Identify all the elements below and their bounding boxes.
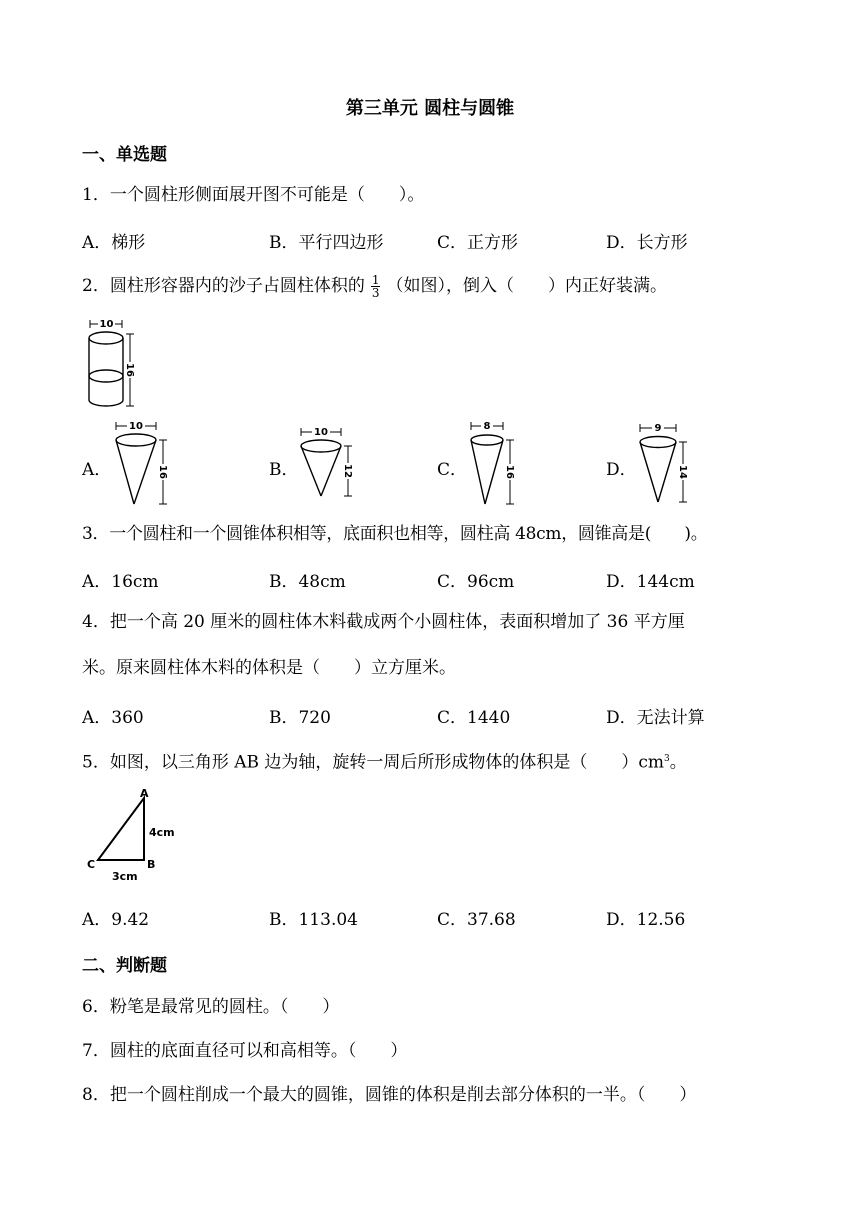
right-triangle <box>98 798 144 860</box>
cone-right-edge <box>321 446 341 496</box>
question-7: 7．圆柱的底面直径可以和高相等。（ ） <box>82 1041 408 1061</box>
q5-option-b[interactable]: B．113.04 <box>269 910 358 930</box>
question-4-stem-line-2: 米。原来圆柱体木料的体积是（ ）立方厘米。 <box>82 658 456 678</box>
fraction-numerator: 1 <box>371 273 380 287</box>
cone-left-edge <box>301 446 321 496</box>
cone-left-edge <box>640 442 658 502</box>
cone-option-b[interactable] <box>293 424 363 504</box>
q1-option-d[interactable]: D．长方形 <box>606 233 688 253</box>
q3-option-a[interactable]: A．16cm <box>82 572 159 592</box>
vertex-b-label: B <box>147 858 156 871</box>
question-5-stem-part-a: 5．如图，以三角形 AB 边为轴，旋转一周后所形成物体的体积是（ ）cm <box>82 752 665 773</box>
q5-option-a[interactable]: A．9.42 <box>82 910 150 930</box>
q4-option-a[interactable]: A．360 <box>82 708 144 728</box>
triangle-figure <box>84 784 194 888</box>
q4-option-b[interactable]: B．720 <box>269 708 331 728</box>
q2-option-d-letter[interactable]: D． <box>606 460 637 480</box>
cone-diameter-label: 9 <box>654 423 662 434</box>
q2-option-a-letter[interactable]: A． <box>82 460 112 480</box>
cone-right-edge <box>485 440 503 504</box>
q2-option-c-letter[interactable]: C． <box>437 460 468 480</box>
cone-diameter-label: 10 <box>129 421 143 432</box>
cone-height-label: 14 <box>677 465 688 479</box>
cone-base-ellipse <box>471 435 503 445</box>
q1-option-c[interactable]: C．正方形 <box>437 233 519 253</box>
question-5-stem <box>82 748 687 774</box>
cone-diameter-label: 8 <box>483 421 491 432</box>
sand-level-ellipse <box>89 370 123 382</box>
vertex-a-label: A <box>140 787 149 800</box>
q4-option-c[interactable]: C．1440 <box>437 708 511 728</box>
cone-height-label: 16 <box>504 465 515 479</box>
question-2-stem <box>82 274 667 299</box>
section-heading-single-choice: 一、单选题 <box>82 145 167 165</box>
side-cb-length-label: 3cm <box>112 870 138 883</box>
cone-left-edge <box>116 440 134 504</box>
q3-option-c[interactable]: C．96cm <box>437 572 515 592</box>
q3-option-d[interactable]: D．144cm <box>606 572 695 592</box>
cone-option-d[interactable] <box>632 420 702 510</box>
question-8: 8．把一个圆柱削成一个最大的圆锥，圆锥的体积是削去部分体积的一半。（ ） <box>82 1085 697 1105</box>
cone-height-label: 16 <box>157 465 168 479</box>
q1-option-a[interactable]: A．梯形 <box>82 233 146 253</box>
cylinder-diameter-label: 10 <box>99 319 114 330</box>
q5-option-d[interactable]: D．12.56 <box>606 910 686 930</box>
question-3-stem: 3．一个圆柱和一个圆锥体积相等，底面积也相等，圆柱高 48cm，圆锥高是( )。 <box>82 524 708 544</box>
cone-base-ellipse <box>301 440 341 452</box>
page-title: 第三单元 圆柱与圆锥 <box>345 98 515 119</box>
cone-base-ellipse <box>640 437 676 448</box>
cylinder-bottom-arc <box>89 400 123 406</box>
question-1-stem: 1．一个圆柱形侧面展开图不可能是（ ）。 <box>82 185 425 205</box>
q4-option-d[interactable]: D．无法计算 <box>606 708 705 728</box>
q1-option-b[interactable]: B．平行四边形 <box>269 233 384 253</box>
cone-right-edge <box>134 440 156 504</box>
question-6: 6．粉笔是最常见的圆柱。（ ） <box>82 997 340 1017</box>
q3-option-b[interactable]: B．48cm <box>269 572 346 592</box>
question-5-stem-part-b: 。 <box>669 752 687 773</box>
section-heading-true-false: 二、判断题 <box>82 956 167 976</box>
question-2-stem-part-b: （如图），倒入（ ）内正好装满。 <box>386 276 667 296</box>
cone-left-edge <box>471 440 485 504</box>
cone-diameter-label: 10 <box>314 427 328 438</box>
cylinder-top-ellipse <box>89 332 123 344</box>
cylinder-height-label: 16 <box>124 363 135 377</box>
question-4-stem-line-1: 4．把一个高 20 厘米的圆柱体木料截成两个小圆柱体，表面积增加了 36 平方厘 <box>82 612 685 632</box>
cone-right-edge <box>658 442 676 502</box>
vertex-c-label: C <box>87 858 96 871</box>
cylinder-figure <box>82 314 142 414</box>
fraction-one-third <box>371 274 381 299</box>
side-ab-length-label: 4cm <box>149 826 175 839</box>
cone-option-c[interactable] <box>463 418 523 508</box>
question-2-stem-part-a: 2．圆柱形容器内的沙子占圆柱体积的 <box>82 276 365 296</box>
cone-height-label: 12 <box>342 464 353 478</box>
q5-option-c[interactable]: C．37.68 <box>437 910 516 930</box>
cone-option-a[interactable] <box>108 418 178 508</box>
cone-base-ellipse <box>116 434 156 446</box>
fraction-denominator: 3 <box>371 286 380 300</box>
q2-option-b-letter[interactable]: B． <box>269 460 299 480</box>
unit-superscript: 3 <box>664 754 670 764</box>
